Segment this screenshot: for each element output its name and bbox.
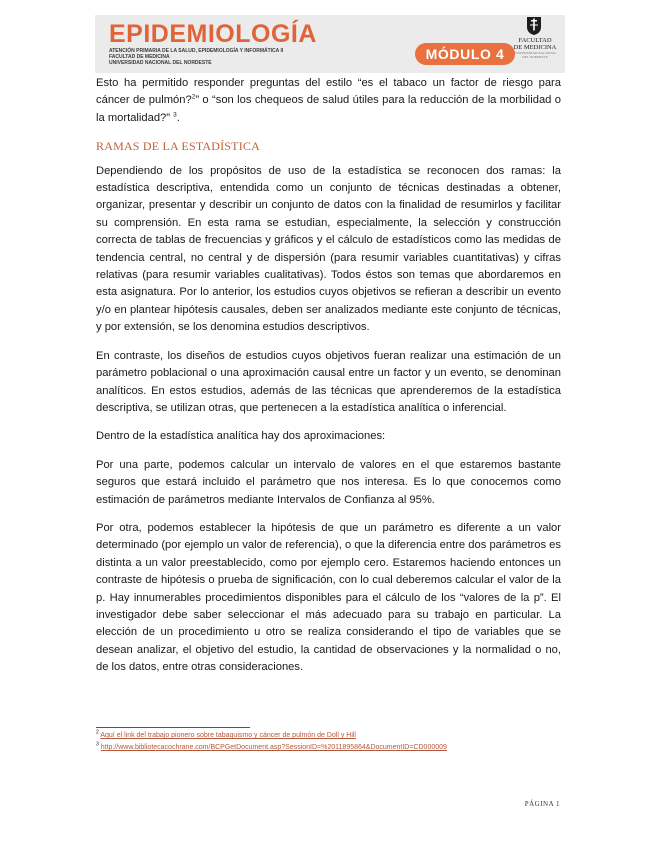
- paragraph: Por una parte, podemos calcular un intervalo de valores en el que estaremos bastante seguros que estará incluido el parámetro que nos interesa. Es lo que conocemos como estimación de parámetros mediante Intervalos de Confianza al 95%.: [96, 458, 561, 506]
- subtitle-line: FACULTAD DE MEDICINA: [109, 54, 170, 60]
- footnote: [96, 742, 561, 754]
- page-number: PÁGINA 1: [524, 800, 560, 808]
- footnote-link-doll-hill[interactable]: Aquí el link del trabajo pionero sobre tabaquismo y cáncer de pulmón de Doll y Hill: [100, 732, 356, 739]
- intro-text-c: .: [176, 111, 180, 124]
- faculty-logo-text: [510, 37, 560, 59]
- header-banner: [95, 15, 565, 73]
- subtitle-line: ATENCIÓN PRIMARIA DE LA SALUD, EPIDEMIOLOGÍA Y INFORMÁTICA II: [109, 48, 284, 54]
- paragraph: En contraste, los diseños de estudios cuyos objetivos fueran realizar una estimación de un parámetro poblacional o una aproximación causal entre un factor y un evento, se denominan analíticos. En estos estudios, además de las técnicas que aprenderemos de la estadística descriptiva, se utilizan otras, que pertenecen a la estadística analítica o inferencial.: [96, 349, 561, 414]
- footnotes: [96, 730, 561, 754]
- faculty-sub: UNIVERSIDAD NACIONAL DEL NORDESTE: [513, 51, 557, 59]
- footnote: [96, 730, 561, 742]
- section-heading: RAMAS DE LA ESTADÍSTICA: [96, 139, 260, 154]
- footnote-number: 3: [96, 741, 99, 748]
- course-title: EPIDEMIOLOGÍA: [109, 20, 317, 48]
- intro-paragraph: [96, 75, 561, 127]
- subtitle-line: UNIVERSIDAD NACIONAL DEL NORDESTE: [109, 60, 212, 66]
- footnote-divider: [96, 727, 250, 728]
- paragraph: Dependiendo de los propósitos de uso de la estadística se reconocen dos ramas: la estadística descriptiva, entendida como un conjunto de técnicas destinadas a obtener, organizar, presentar y describir un conjunto de datos con la finalidad de resumirlos y facilitar su comprensión. En esta rama se estudian, especialmente, la selección y construcción correcta de tablas de frecuencias y gráficos y el cálculo de estadísticos como las medidas de tendencia central, no central y de dispersión (para resumir variables cuantitativas) y cifras relativas (para resumir variables cualitativas). Todos éstos son temas que abordaremos en esta asignatura. Por lo anterior, los estudios cuyos objetivos se refieran a describir un evento y/o en plantear hipótesis causales, deben ser analizados mediante este conjunto de técnicas, y por extensión, se los denomina estudios descriptivos.: [96, 164, 561, 334]
- intro-text-b: ” o “son los chequeos de salud útiles para la reducción de la morbilidad o la mortalidad?”: [96, 94, 561, 124]
- intro-text-a: Esto ha permitido responder preguntas del estilo “es el tabaco un factor de riesgo para cáncer de pulmón?: [96, 77, 561, 107]
- module-badge: MÓDULO 4: [415, 43, 515, 65]
- footnote-link-cochrane[interactable]: http://www.bibliotecacochrane.com/BCPGetDocument.asp?SessionID=%2011895864&DocumentID=CD000009: [100, 744, 447, 751]
- course-subtitle: [109, 48, 283, 66]
- footnote-ref[interactable]: 2: [191, 93, 196, 101]
- paragraph: Por otra, podemos establecer la hipótesis de que un parámetro es diferente a un valor determinado (por ejemplo un valor de referencia), o que la diferencia entre dos parámetros es distinta a un valor preestablecido, como por ejemplo cero. Estaremos haciendo entonces un contraste de hipótesis o prueba de significación, con lo cual deberemos calcular el valor de la p. Hay innumerables procedimientos disponibles para el cálculo de los “valores de la p”. El investigador debe saber seleccionar el más adecuado para su trabajo en particular. La elección de un procedimiento u otro se realiza considerando el tipo de variables que se desean analizar, el objetivo del estudio, la cantidad de observaciones y la normalidad o no, de los datos, entre otras consideraciones.: [96, 521, 561, 674]
- document-body: [96, 75, 561, 688]
- faculty-crest-icon: [526, 16, 542, 36]
- faculty-line: DE MEDICINA: [513, 44, 557, 51]
- footnote-ref[interactable]: 3: [173, 111, 177, 119]
- faculty-line: FACULTAD: [518, 37, 552, 44]
- paragraph: Dentro de la estadística analítica hay dos aproximaciones:: [96, 430, 386, 443]
- footnote-number: 2: [96, 729, 99, 736]
